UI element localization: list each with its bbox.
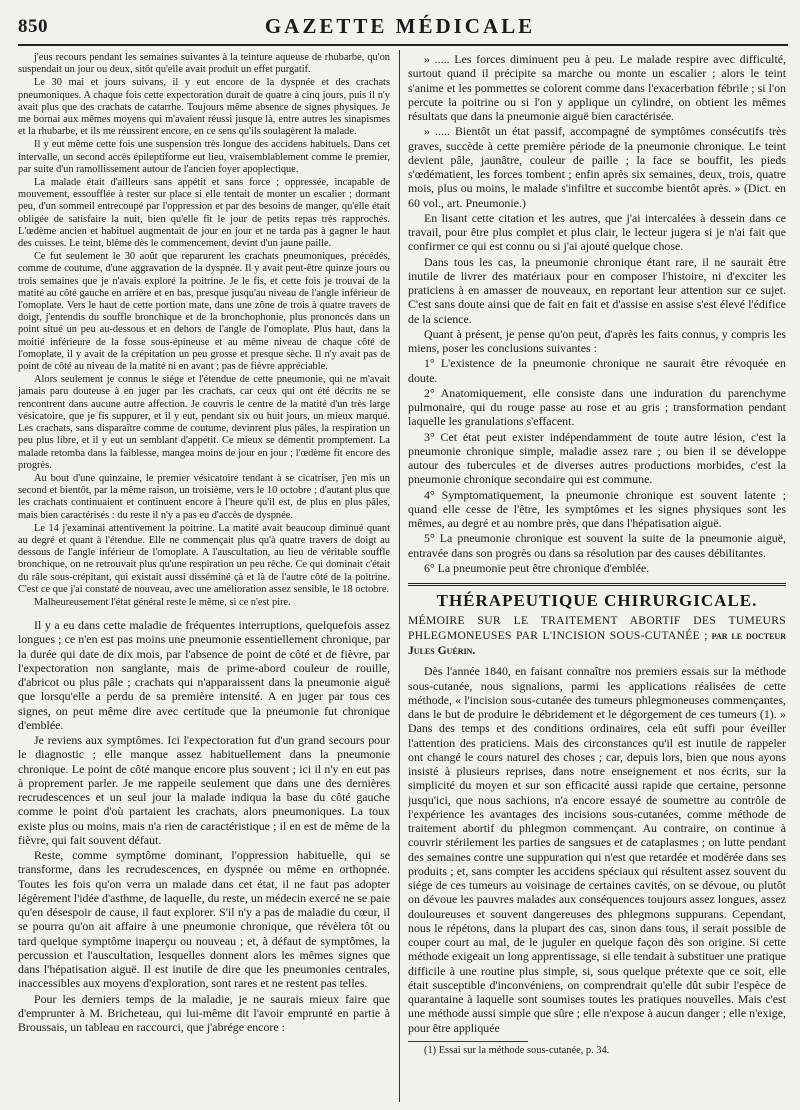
footnote: (1) Essai sur la méthode sous-cutanée, p. 34. [424, 1044, 610, 1056]
paragraph: En lisant cette citation et les autres, que j'ai intercalées à dessein dans ce travail, pour être plus complet et plus clair, le lecteur jugera si je n'ai fait que confirmer ce qui est connu ou si j'ai ajouté quelque chose. [408, 210, 786, 254]
header-rule [18, 44, 788, 46]
case-report-continued [18, 52, 390, 609]
discussion [18, 618, 390, 1034]
paragraph: » ..... Bientôt un état passif, accompagné de symptômes consécutifs très graves, succède à cette première période de la pneumonie chronique. Le teint devient pâle, jaunâtre, couleur de paille ; la face se bouffit, les pieds s'œdématient, les forces tombent ; enfin après six semaines, deux, trois, quatre mois, plus ou moins, le malade s'infiltre et succombe bientôt après. » (Dict. en 60 vol., art. Pneumonie.) [408, 124, 786, 210]
paragraph: Quant à présent, je pense qu'on peut, d'après les faits connus, y compris les miens, poser les conclusions suivantes : [408, 326, 786, 355]
paragraph: Le 30 mai et jours suivans, il y eut encore de la dyspnée et des crachats pneumoniques. A chaque fois cette expectoration durait de quatre à cinq jours, puis il n'y avait plus que des crachats de catarrhe. Toujours même absence de signes physiques. Je me bornai aux mêmes moyens qui m'avaient réussi jusque là, entre autres les sinapismes et la rhubarbe, et ils me réussirent encore, en ce sens qu'ils soulagèrent la malade. [18, 77, 390, 138]
left-column [18, 52, 390, 1100]
right-column [408, 52, 786, 1100]
conclusion-item: 1° L'existence de la pneumonie chronique ne saurait être révoquée en doute. [408, 356, 786, 385]
memoire-heading [408, 613, 786, 658]
conclusions [408, 52, 786, 575]
memoire-author: par le docteur Jules Guérin. [408, 629, 786, 658]
journal-title: GAZETTE MÉDICALE [264, 14, 536, 38]
paragraph: Reste, comme symptôme dominant, l'oppression habituelle, qui se transforme, dans les recrudescences, en dyspnée ou même en orthopnée. Toutes les fois qu'on verra un malade dans cet état, il ne faut pas adopter légèrement l'idée d'asthme, de laquelle, du reste, un médecin exercé ne se paie qu'en désespoir de cause, il faut explorer. S'il n'y a pas de maladie du cœur, il se pourra qu'on ait affaire à une pneumonie chronique, que révèlera tôt ou tard quelque symptôme inaperçu ou nouveau ; et, à défaut de symptômes, la percussion et l'auscultation, lesquelles donnent alors les mêmes signes que dans l'hépatisation aiguë. Il est inutile de dire que les pneumonies centrales, inaccessibles aux moyens d'exploration, sont rares et ne restent pas telles. [18, 848, 390, 991]
memoire-body [408, 664, 786, 1035]
memoire-title: MÉMOIRE SUR LE TRAITEMENT ABORTIF DES TUMEURS PHLEGMONEUSES PAR L'INCISION SOUS-CUTANÉE ; [408, 614, 786, 643]
paragraph: Dans tous les cas, la pneumonie chronique étant rare, il ne saurait être inutile de livrer des matériaux pour en composer l'histoire, ni d'exciter les praticiens à en amasser de nouveaux, en reportant leur attention sur ce sujet. C'est sans doute ainsi que de fait en fait et d'assise en assise s'est élevé l'édifice de la science. [408, 254, 786, 326]
paragraph: Dès l'année 1840, en faisant connaître nos premiers essais sur la méthode sous-cutanée, nous signalions, parmi les applications réalisées de cette méthode, « l'incision sous-cutanée des tumeurs phlegmoneuses commençantes, dans le but de produire le débridement et le dégorgement de ces tumeurs (1). » Dans des temps et des conditions ordinaires, cela eût suffi pour éveiller l'attention des praticiens. Mais des circonstances qu'il est inutile de rappeler ont changé le cours naturel des choses ; car, depuis lors, bien que nous ayons insisté à plusieurs reprises, dans notre enseignement et nos écrits, sur la simplicité du moyen et sur son efficacité aussi rapide que certaine, personne jusqu'ici, que nous sachions, n'a encore essayé de soumettre au contrôle de l'expérience les avantages des incisions sous-cutanées, comme méthode de traitement abortif du phlegmon commençant. Au contraire, on continue à couvrir stérilement les parties de sangsues et de cataplasmes ; on lutte pendant des semaines contre une suppuration qui n'est que retardée et modérée dans ses produits ; et, sans compter les accidens spéciaux qui résultent assez souvent du siége de ces tumeurs au voisinage de certaines cavités, on se dévoue, ou plutôt on dévoue les pauvres malades aux conséquences toujours assez longues, assez douloureuses et souvent dangereuses des phlegmons suppurans. Cependant, nous le répétons, dans la plupart des cas, sinon dans tous, il serait possible de couper court au mal, de le juguler en quelque façon dès son origine. Si cette méthode exigeait un long apprentissage, si elle tendait à substituer une pratique difficile à une routine plus simple, si, sous quelque prétexte que ce soit, elle était susceptible d'inconvéniens, on comprendrait qu'elle dût subir l'espèce de quarantaine à laquelle sont soumises toutes les pratiques nouvelles. Mais c'est une méthode aussi simple que sûre ; elle n'expose à aucun danger ; elle n'exige, pour être appliquée [408, 664, 786, 1035]
column-divider [399, 50, 400, 1102]
paragraph: Il y a eu dans cette maladie de fréquentes interruptions, quelquefois assez longues ; ce n'en est pas moins une pneumonie essentiellement chronique, par la durée qui date de dix mois, par l'absence de point de côté et de fièvre, par l'expectoration non sanglante, mais de prime-abord couleur de rouille, d'abricot ou plus pâle ; crachats qui n'apparaissent dans la pneumonie aiguë que lorsqu'elle a perdu de sa première intensité. A en juger par tous ces signes, on peut même dire avec certitude que la pneumonie fut chronique d'emblée. [18, 618, 390, 732]
section-rule [408, 583, 786, 586]
paragraph: Pour les derniers temps de la maladie, je ne saurais mieux faire que d'emprunter à M. Bricheteau, qui lui-même dit l'avoir emprunté en partie à Broussais, un tableau en raccourci, que j'abrége encore : [18, 991, 390, 1035]
conclusion-item: 2° Anatomiquement, elle consiste dans une induration du parenchyme pulmonaire, qui du rouge passe au rose et au gris ; transformation pendant laquelle les granulations s'effacent. [408, 385, 786, 429]
paragraph: Je reviens aux symptômes. Ici l'expectoration fut d'un grand secours pour le diagnostic ; elle manque assez habituellement dans la pneumonie chronique. Le point de côté manque encore plus souvent ; ici il n'y en eut pas à proprement parler. Je me rappeile seulement que dans une des dernières recrudescences et un seul jour la malade indiqua la base du côté gauche comme le point d'où partaient les crachats, alors pneumoniques. La toux existe plus ou moins, mais n'a rien de caractéristique ; il en est de même de la fièvre, qui fait souvent défaut. [18, 733, 390, 847]
paragraph: Au bout d'une quinzaine, le premier vésicatoire tendant à se cicatriser, j'en mis un second et bientôt, par la même raison, un troisième, vers le 10 octobre ; d'autant plus que les crachats continuaient et continuent encore à l'heure qu'il est, de plus en plus pâles, mais bien caractérisés : du reste il n'y a pas eu d'accès de dyspnée. [18, 472, 390, 521]
footnote-rule [408, 1041, 528, 1042]
paragraph: Il y eut même cette fois une suspension très longue des accidens habituels. Dans cet intervalle, un second accès épileptiforme eut lieu, vraisemblablement comme le premier, par suite d'un ramollissement autour de l'ancien foyer apoplectique. [18, 139, 390, 175]
page-number: 850 [18, 16, 48, 37]
paragraph: La malade était d'ailleurs sans appétit et sans force ; oppressée, incapable de mouvement, essoufflée à rester sur place si elle tentait de monter un escalier ; dormant peu, d'un sommeil entrecoupé par l'oppression et par des besoins de manger, qu'elle était obligée de satisfaire la nuit, bien qu'elle fît le jour de petits repas très rapprochés. L'œdème ancien et habituel augmentait de jour en jour et ne tarda pas à gagner le haut des cuisses. Le teint, blême dès le commencement, devint d'un jaune paille. [18, 177, 390, 250]
conclusion-item: 6° La pneumonie peut être chronique d'emblée. [424, 560, 650, 575]
paragraph: Alors seulement je connus le siége et l'étendue de cette pneumonie, qui ne m'avait jamais paru douteuse à en juger par les crachats, car ceux qui ont été décrits ne se rencontrent dans aucune autre affection. Je couvris le centre de la matité d'un très large vésicatoire, que je fis suppurer, et il y eut, pendant six ou huit jours, un mieux marqué. Les crachats, sans disparaître comme de coutume, devinrent plus pâles, la respiration un peu plus libre, et il y eut un semblant d'appétit. Ce mieux se démentit promptement. La malade retomba dans la faiblesse, mangea moins de jour en jour ; l'œdème fit encore des progrès. [18, 374, 390, 471]
paragraph: Malheureusement l'état général reste le même, si ce n'est pire. [34, 596, 291, 608]
page-header [0, 0, 800, 46]
paragraph: Ce fut seulement le 30 août que reparurent les crachats pneumoniques, précédés, comme de coutume, d'une aggravation de la dyspnée. Il y avait peut-être quinze jours ou trois semaines que je n'avais exploré la poitrine. Je le fis, et cette fois je trouvai de la matité au côté gauche en arrière et en bas, presque jusqu'au niveau de l'angle inférieur de l'omoplate. Vers le haut de cette portion mate, dans une zône de trois à quatre travers de doigt, j'entendis du souffle bronchique et de la bronchophonie, plus prononcés dans un point situé un peu au-dessous et en dehors de l'angle de l'omoplate. Plus haut, dans la moitié inférieure de la fosse sous-épineuse et au même niveau de chaque côté de l'omoplate, il y avait de la crépitation un peu grosse et presque sèche. Il n'y avait pas de point de côté au niveau de la matité ni en avant ; pas de fièvre appréciable. [18, 251, 390, 373]
conclusion-item: 5° La pneumonie chronique est souvent la suite de la pneumonie aiguë, entravée dans son progrès ou dans sa résolution par des causes débilitantes. [408, 531, 786, 560]
conclusion-item: 3° Cet état peut exister indépendamment de toute autre lésion, c'est la pneumonie chronique simple, maladie assez rare ; ou bien il se développe autour des tubercules et de diverses autres productions morbides, c'est la pneumonie chronique secondaire qui est commune. [408, 429, 786, 487]
paragraph: » ..... Les forces diminuent peu à peu. Le malade respire avec difficulté, surtout quand il précipite sa marche ou monte un escalier ; alors le teint s'anime et les pommettes se colorent comme dans l'exacerbation fébrile ; si l'on percute la poitrine ou si l'on y applique un cylindre, on obtient les mêmes résultats que dans la pneumonie aiguë bien caractérisée. [408, 52, 786, 123]
paragraph: j'eus recours pendant les semaines suivantes à la teinture aqueuse de rhubarbe, qu'on suspendait un jour ou deux, sitôt qu'elle avait produit un effet purgatif. [18, 52, 390, 76]
paragraph: Le 14 j'examinai attentivement la poitrine. La matité avait beaucoup diminué quant au degré et quant à l'étendue. Elle ne commençait plus qu'à quatre travers de doigt au dessous de l'angle inférieur de l'omoplate. A l'auscultation, au lieu de véritable souffle bronchique, on ne retrouvait plus qu'une respiration un peu rêche. Ce qui dominait c'était du râle sous-crépitant, qui existait aussi disséminé çà et là de l'autre côté de la poitrine. C'est ce que j'ai constaté de nouveau, avec une amélioration assez sensible, le 18 octobre. [18, 522, 390, 595]
conclusion-item: 4° Symptomatiquement, la pneumonie chronique est souvent latente ; quand elle cesse de l'être, les symptômes et les signes physiques sont les mêmes, au degré et au nombre près, que dans l'hépatisation aiguë. [408, 487, 786, 530]
section-title: THÉRAPEUTIQUE CHIRURGICALE. [436, 591, 758, 610]
